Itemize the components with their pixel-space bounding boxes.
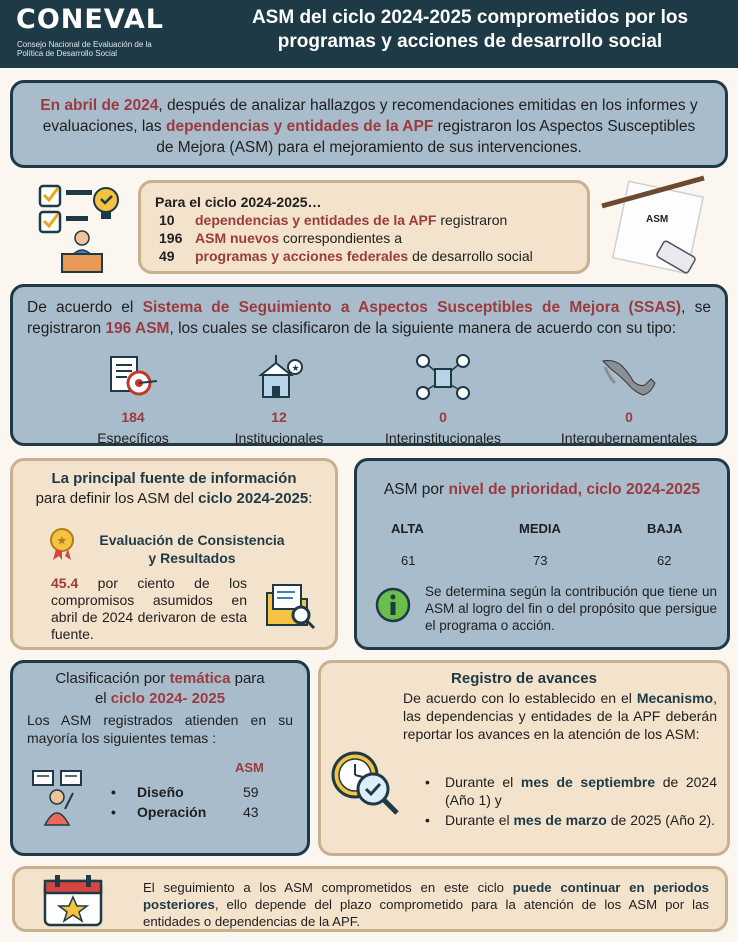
footer-text-1: El seguimiento a los ASM comprometidos en este ciclo [143, 880, 513, 895]
target-document-icon [105, 353, 161, 401]
coneval-logo: CONEVAL [16, 4, 164, 35]
document-search-icon [263, 579, 317, 631]
asm-type-label: Institucionales [234, 430, 324, 446]
info-source-colon: : [308, 490, 313, 507]
thematic-row: • [111, 804, 116, 820]
thematic-asm-header: ASM [235, 760, 264, 775]
ssas-panel [10, 284, 728, 446]
thematic-description: Los ASM registrados atienden en su mayoría los siguientes temas : [27, 712, 293, 746]
clock-magnifier-icon [329, 747, 403, 819]
cycle-row-bold: ASM nuevos [195, 230, 280, 246]
footer-highlight: puede continuar en periodos posteriores [143, 880, 709, 912]
cycle-row-bold: programas y acciones federales [195, 248, 409, 264]
intro-date: En abril de 2024 [40, 97, 159, 114]
progress-mechanism: Mecanismo [636, 690, 714, 706]
thematic-cycle: ciclo 2024- 2025 [110, 690, 226, 707]
footer-text-2: , ello depende del plazo comprometido para la atención de los ASM por las entidades o dependencias de la APF. [143, 897, 709, 929]
info-source-text: para definir los ASM del [35, 490, 199, 507]
thematic-title-text: Clasificación por [55, 670, 170, 687]
cycle-row-number: 49 [159, 248, 175, 264]
priority-value-baja: 62 [657, 553, 672, 568]
thematic-title-text-3: el [94, 690, 111, 707]
cycle-row [155, 247, 573, 265]
asm-type-label: Específicos [97, 430, 169, 446]
priority-value-media: 73 [533, 553, 548, 568]
intro-panel [10, 80, 728, 168]
cycle-row-text: de desarrollo social [408, 248, 533, 264]
footer-panel [12, 866, 728, 932]
progress-registry-title: Registro de avances [451, 670, 597, 687]
cycle-row-number: 10 [159, 212, 175, 228]
info-icon [375, 587, 411, 623]
ssas-system-name: Sistema de Seguimiento a Aspectos Susceptibles de Mejora (SSAS) [142, 299, 682, 316]
inter-institutional-network-icon [415, 353, 471, 401]
asm-type-count: 12 [271, 409, 287, 425]
cycle-row-bold: dependencias y entidades de la APF [195, 212, 437, 228]
priority-panel [354, 458, 730, 650]
priority-title-text: ASM por [383, 481, 449, 498]
progress-item-text-2: de 2024 (Año 1) y [445, 774, 717, 808]
asm-note-pencil-icon [596, 172, 726, 280]
priority-value-alta: 61 [401, 553, 416, 568]
progress-bullet: • [425, 812, 430, 828]
progress-item [445, 811, 717, 829]
priority-label-alta: ALTA [391, 521, 424, 536]
svg-text:★: ★ [56, 533, 68, 548]
priority-title-highlight: nivel de prioridad, ciclo 2024-2025 [448, 481, 701, 498]
ssas-total: 196 ASM [105, 320, 170, 337]
info-source-panel [10, 458, 338, 650]
award-medal-icon [47, 527, 77, 561]
asm-note-text: ASM [646, 214, 669, 225]
asm-type-count: 0 [625, 409, 633, 425]
progress-text-1: De acuerdo con lo establecido en el [403, 690, 637, 706]
ssas-text-3: , los cuales se clasificaron de la siguiente manera de acuerdo con su tipo: [169, 320, 677, 337]
cycle-summary-panel [138, 180, 590, 274]
checklist-presenter-icon [30, 182, 130, 274]
priority-note: Se determina según la contribución que tiene un ASM al logro del fin o del propósito que persigue el programa o acción. [425, 584, 717, 633]
cycle-heading: Para el ciclo 2024-2025… [155, 194, 322, 210]
asm-type-item [189, 353, 369, 449]
thematic-row-value: 59 [243, 784, 259, 800]
info-source-title: La principal fuente de información [51, 470, 297, 487]
progress-item-text-2: de 2025 (Año 2). [606, 812, 716, 828]
thematic-row: • [111, 784, 116, 800]
progress-bullet: • [425, 774, 430, 790]
thematic-row-value: 43 [243, 804, 259, 820]
info-source-percent: 45.4 [51, 575, 79, 591]
asm-type-list [13, 353, 725, 446]
coneval-logo-subtitle: Consejo Nacional de Evaluación de la Política de Desarrollo Social [17, 40, 152, 58]
progress-text-2: , las dependencias y entidades de la APF deberán reportar los avances en la atención de los ASM: [403, 690, 717, 742]
thematic-title-text-2: para [230, 670, 265, 687]
asm-type-item [353, 353, 533, 449]
progress-item-month: mes de marzo [513, 812, 607, 828]
intro-text-2: registraron los Aspectos Susceptibles de Mejora (ASM) para el mejoramiento de sus intervenciones. [156, 118, 696, 156]
teacher-board-icon [31, 769, 87, 829]
cycle-row [155, 211, 573, 229]
thematic-title-highlight: temática [169, 670, 231, 687]
progress-item-text: Durante el [445, 812, 514, 828]
evaluation-name-line1: Evaluación de Consistencia [99, 532, 285, 548]
asm-type-count: 184 [121, 409, 145, 425]
evaluation-name-line2: y Resultados [148, 550, 236, 566]
ssas-text-2: , se registraron [27, 299, 712, 337]
cycle-row-number: 196 [159, 230, 183, 246]
intro-text-1: , después de analizar hallazgos y recomendaciones emitidas en los informes y evaluaciones, las [42, 97, 698, 135]
asm-type-label: Interinstitucionales [385, 430, 501, 446]
ssas-text-1: De acuerdo el [27, 299, 143, 316]
progress-registry-panel [318, 660, 730, 856]
info-source-cycle: ciclo 2024-2025 [198, 490, 309, 507]
asm-type-label: Intergubernamentales [560, 430, 698, 446]
asm-type-item [539, 353, 719, 449]
priority-label-baja: BAJA [647, 521, 683, 536]
cycle-row [155, 229, 573, 247]
thematic-row-label: Diseño [137, 784, 184, 800]
page-title: ASM del ciclo 2024-2025 comprometidos por los programas y acciones de desarrollo social [251, 7, 689, 52]
calendar-star-icon [41, 873, 105, 929]
cycle-row-text: registraron [436, 212, 508, 228]
mexico-map-icon [599, 353, 659, 401]
progress-item-month: mes de septiembre [520, 774, 656, 790]
priority-label-media: MEDIA [519, 521, 561, 536]
progress-item-text: Durante el [445, 774, 521, 790]
institution-building-icon [251, 353, 307, 401]
intro-apf: dependencias y entidades de la APF [165, 118, 434, 135]
cycle-row-text: correspondientes a [279, 230, 402, 246]
info-source-description: por ciento de los compromisos asumidos en abril de 2024 derivaron de esta fuente. [51, 575, 247, 642]
svg-text:★: ★ [291, 363, 300, 373]
thematic-panel [10, 660, 310, 856]
progress-item [445, 773, 717, 809]
thematic-row-label: Operación [137, 804, 207, 820]
asm-type-count: 0 [439, 409, 447, 425]
